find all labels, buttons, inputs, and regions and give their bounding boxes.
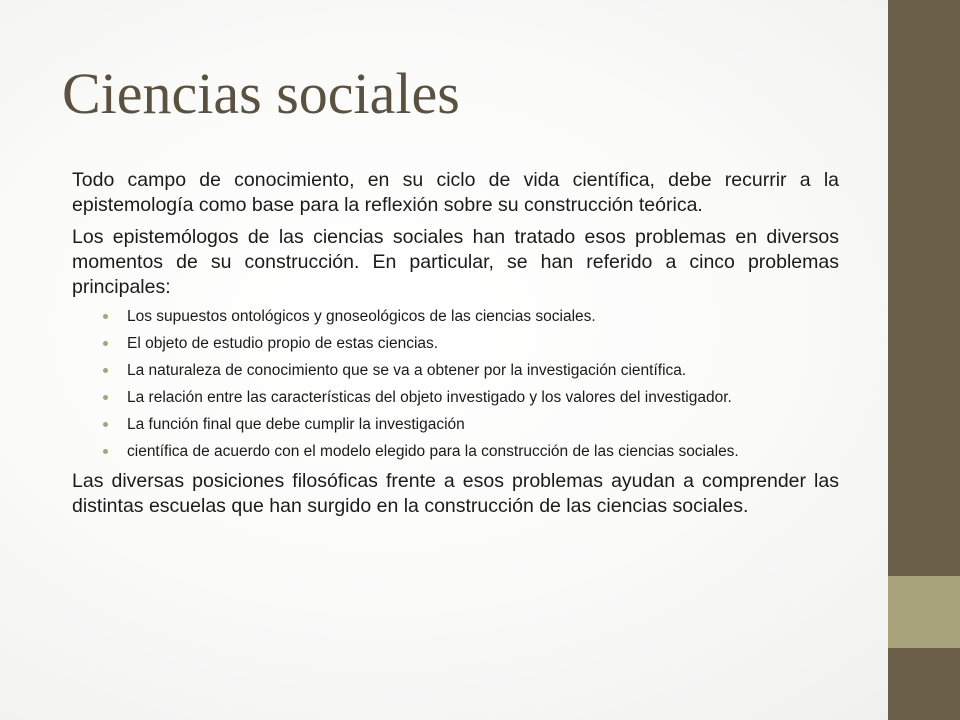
list-item-text: El objeto de estudio propio de estas ciencias. [127, 335, 439, 352]
slide-title: Ciencias sociales [62, 61, 460, 126]
list-item-text: Los supuestos ontológicos y gnoseológicos de las ciencias sociales. [127, 308, 596, 325]
paragraph-problems: Los epistemólogos de las ciencias sociales han tratado esos problemas en diversos momentos de su construcción. En particular, se han referido a cinco problemas principales: [72, 226, 839, 298]
list-item [72, 388, 839, 407]
bullet-dot-icon [103, 422, 108, 427]
list-item [72, 442, 839, 461]
problems-list [72, 307, 839, 461]
list-item [72, 334, 839, 353]
bullet-dot-icon [103, 341, 108, 346]
paragraph-conclusion: Las diversas posiciones filosóficas frente a esos problemas ayudan a comprender las distintas escuelas que han surgido en la construcción de las ciencias sociales. [72, 470, 839, 517]
bullet-dot-icon [103, 449, 108, 454]
list-item-text: La relación entre las características del objeto investigado y los valores del investigador. [127, 389, 732, 406]
list-item-text: La función final que debe cumplir la investigación [127, 416, 465, 433]
list-item-text: La naturaleza de conocimiento que se va a obtener por la investigación científica. [127, 362, 687, 379]
slide-body [72, 168, 839, 526]
bullet-dot-icon [103, 368, 108, 373]
list-item-text: científica de acuerdo con el modelo elegido para la construcción de las ciencias sociales. [127, 443, 739, 460]
list-item [72, 307, 839, 326]
list-item [72, 361, 839, 380]
bullet-dot-icon [103, 395, 108, 400]
decorative-side-bar-accent [888, 576, 960, 648]
list-item [72, 415, 839, 434]
paragraph-intro: Todo campo de conocimiento, en su ciclo de vida científica, debe recurrir a la epistemología como base para la reflexión sobre su construcción teórica. [72, 169, 839, 216]
bullet-dot-icon [103, 314, 108, 319]
